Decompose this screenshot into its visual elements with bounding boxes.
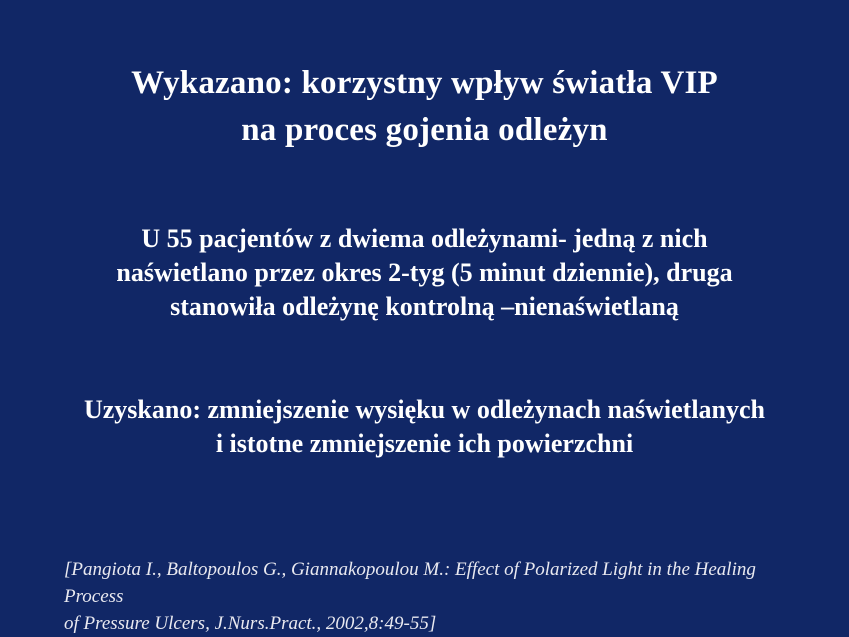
slide-title-line-2: na proces gojenia odleżyn [241, 112, 608, 148]
reference-citation-line-1: [Pangiota I., Baltopoulos G., Giannakopoulou M.: Effect of Polarized Light in the Healing Process [64, 559, 756, 607]
study-description-line-3: stanowiła odleżynę kontrolną –nienaświetlaną [170, 292, 679, 321]
study-description-paragraph [0, 222, 849, 324]
reference-citation-line-2: of Pressure Ulcers, J.Nurs.Pract., 2002,8:49-55] [64, 613, 437, 634]
study-description-line-1: U 55 pacjentów z dwiema odleżynami- jedną z nich [141, 224, 708, 253]
slide-title [0, 60, 849, 154]
study-result-line-1: Uzyskano: zmniejszenie wysięku w odleżynach naświetlanych [83, 395, 766, 424]
study-result-line-2: i istotne zmniejszenie ich powierzchni [215, 429, 634, 458]
study-result-paragraph [0, 393, 849, 461]
study-description-line-2: naświetlano przez okres 2-tyg (5 minut dziennie), druga [116, 258, 733, 287]
reference-citation [64, 556, 819, 637]
slide-title-line-1: Wykazano: korzystny wpływ światła VIP [131, 65, 718, 101]
